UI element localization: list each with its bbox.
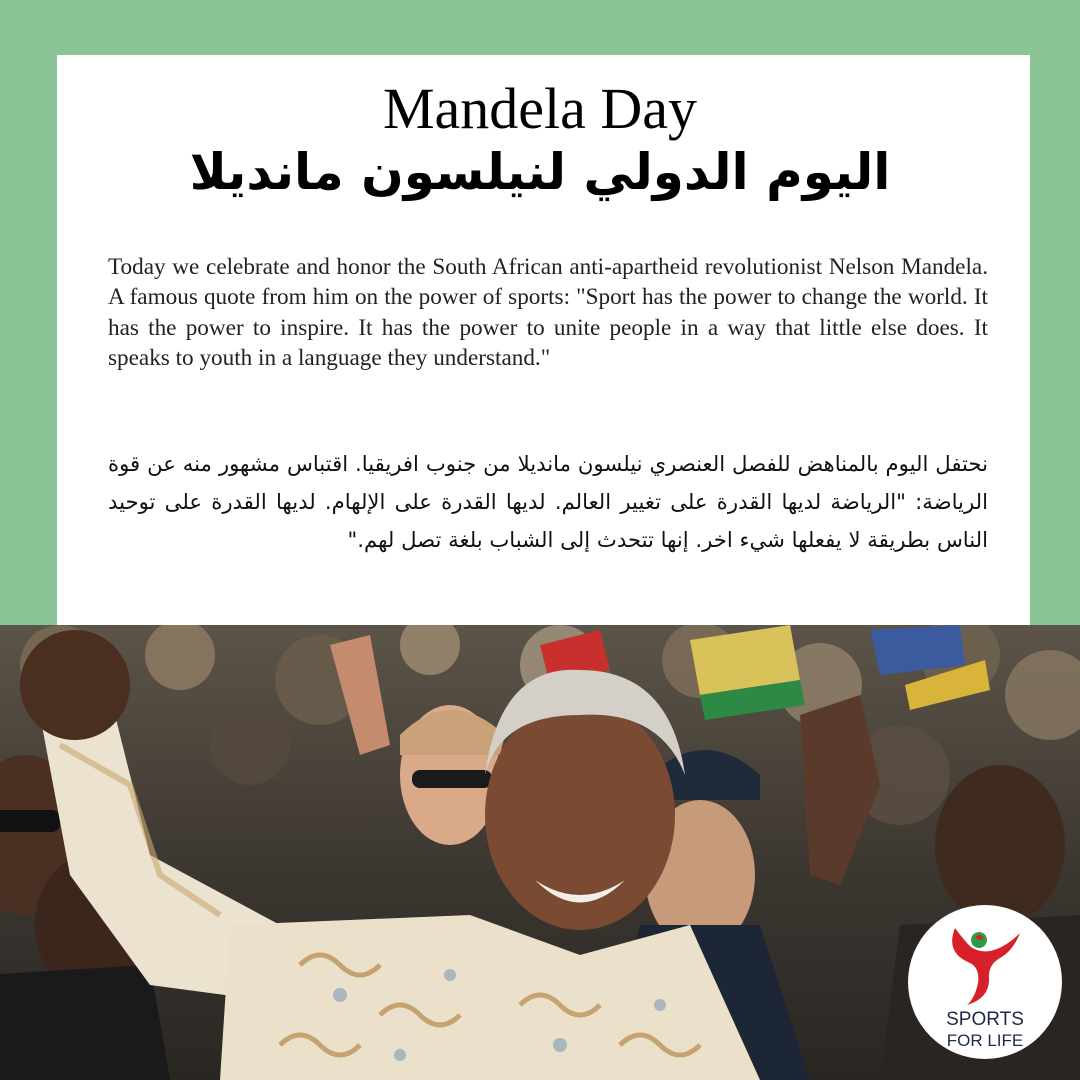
- body-text-arabic: نحتفل اليوم بالمناهض للفصل العنصري نيلسون مانديلا من جنوب افريقيا. اقتباس مشهور منه عن قوة الرياضة: "الرياضة لديها القدرة على تغيير العالم. لديها القدرة على الإلهام. لديها القدرة على توحيد الناس بطريقة لا يفعلها شيء اخر. إنها تتحدث إلى الشباب بلغة تصل لهم.": [108, 451, 988, 552]
- sports-for-life-logo: [908, 905, 1062, 1059]
- title-english: Mandela Day: [382, 76, 698, 141]
- body-text-english: Today we celebrate and honor the South African anti-apartheid revolutionist Nelson Mandela. A famous quote from him on the power of sports: "Sport has the power to change the world. It has the power to inspire. It has the power to unite people in a way that little else does. It speaks to youth in a language they understand.": [108, 254, 988, 372]
- logo-text-for-life: FOR LIFE: [946, 1031, 1024, 1050]
- logo-text-sports: SPORTS: [946, 1009, 1024, 1030]
- title-arabic: اليوم الدولي لنيلسون مانديلا: [189, 143, 891, 201]
- sports-for-life-figure-icon: [945, 923, 1025, 1008]
